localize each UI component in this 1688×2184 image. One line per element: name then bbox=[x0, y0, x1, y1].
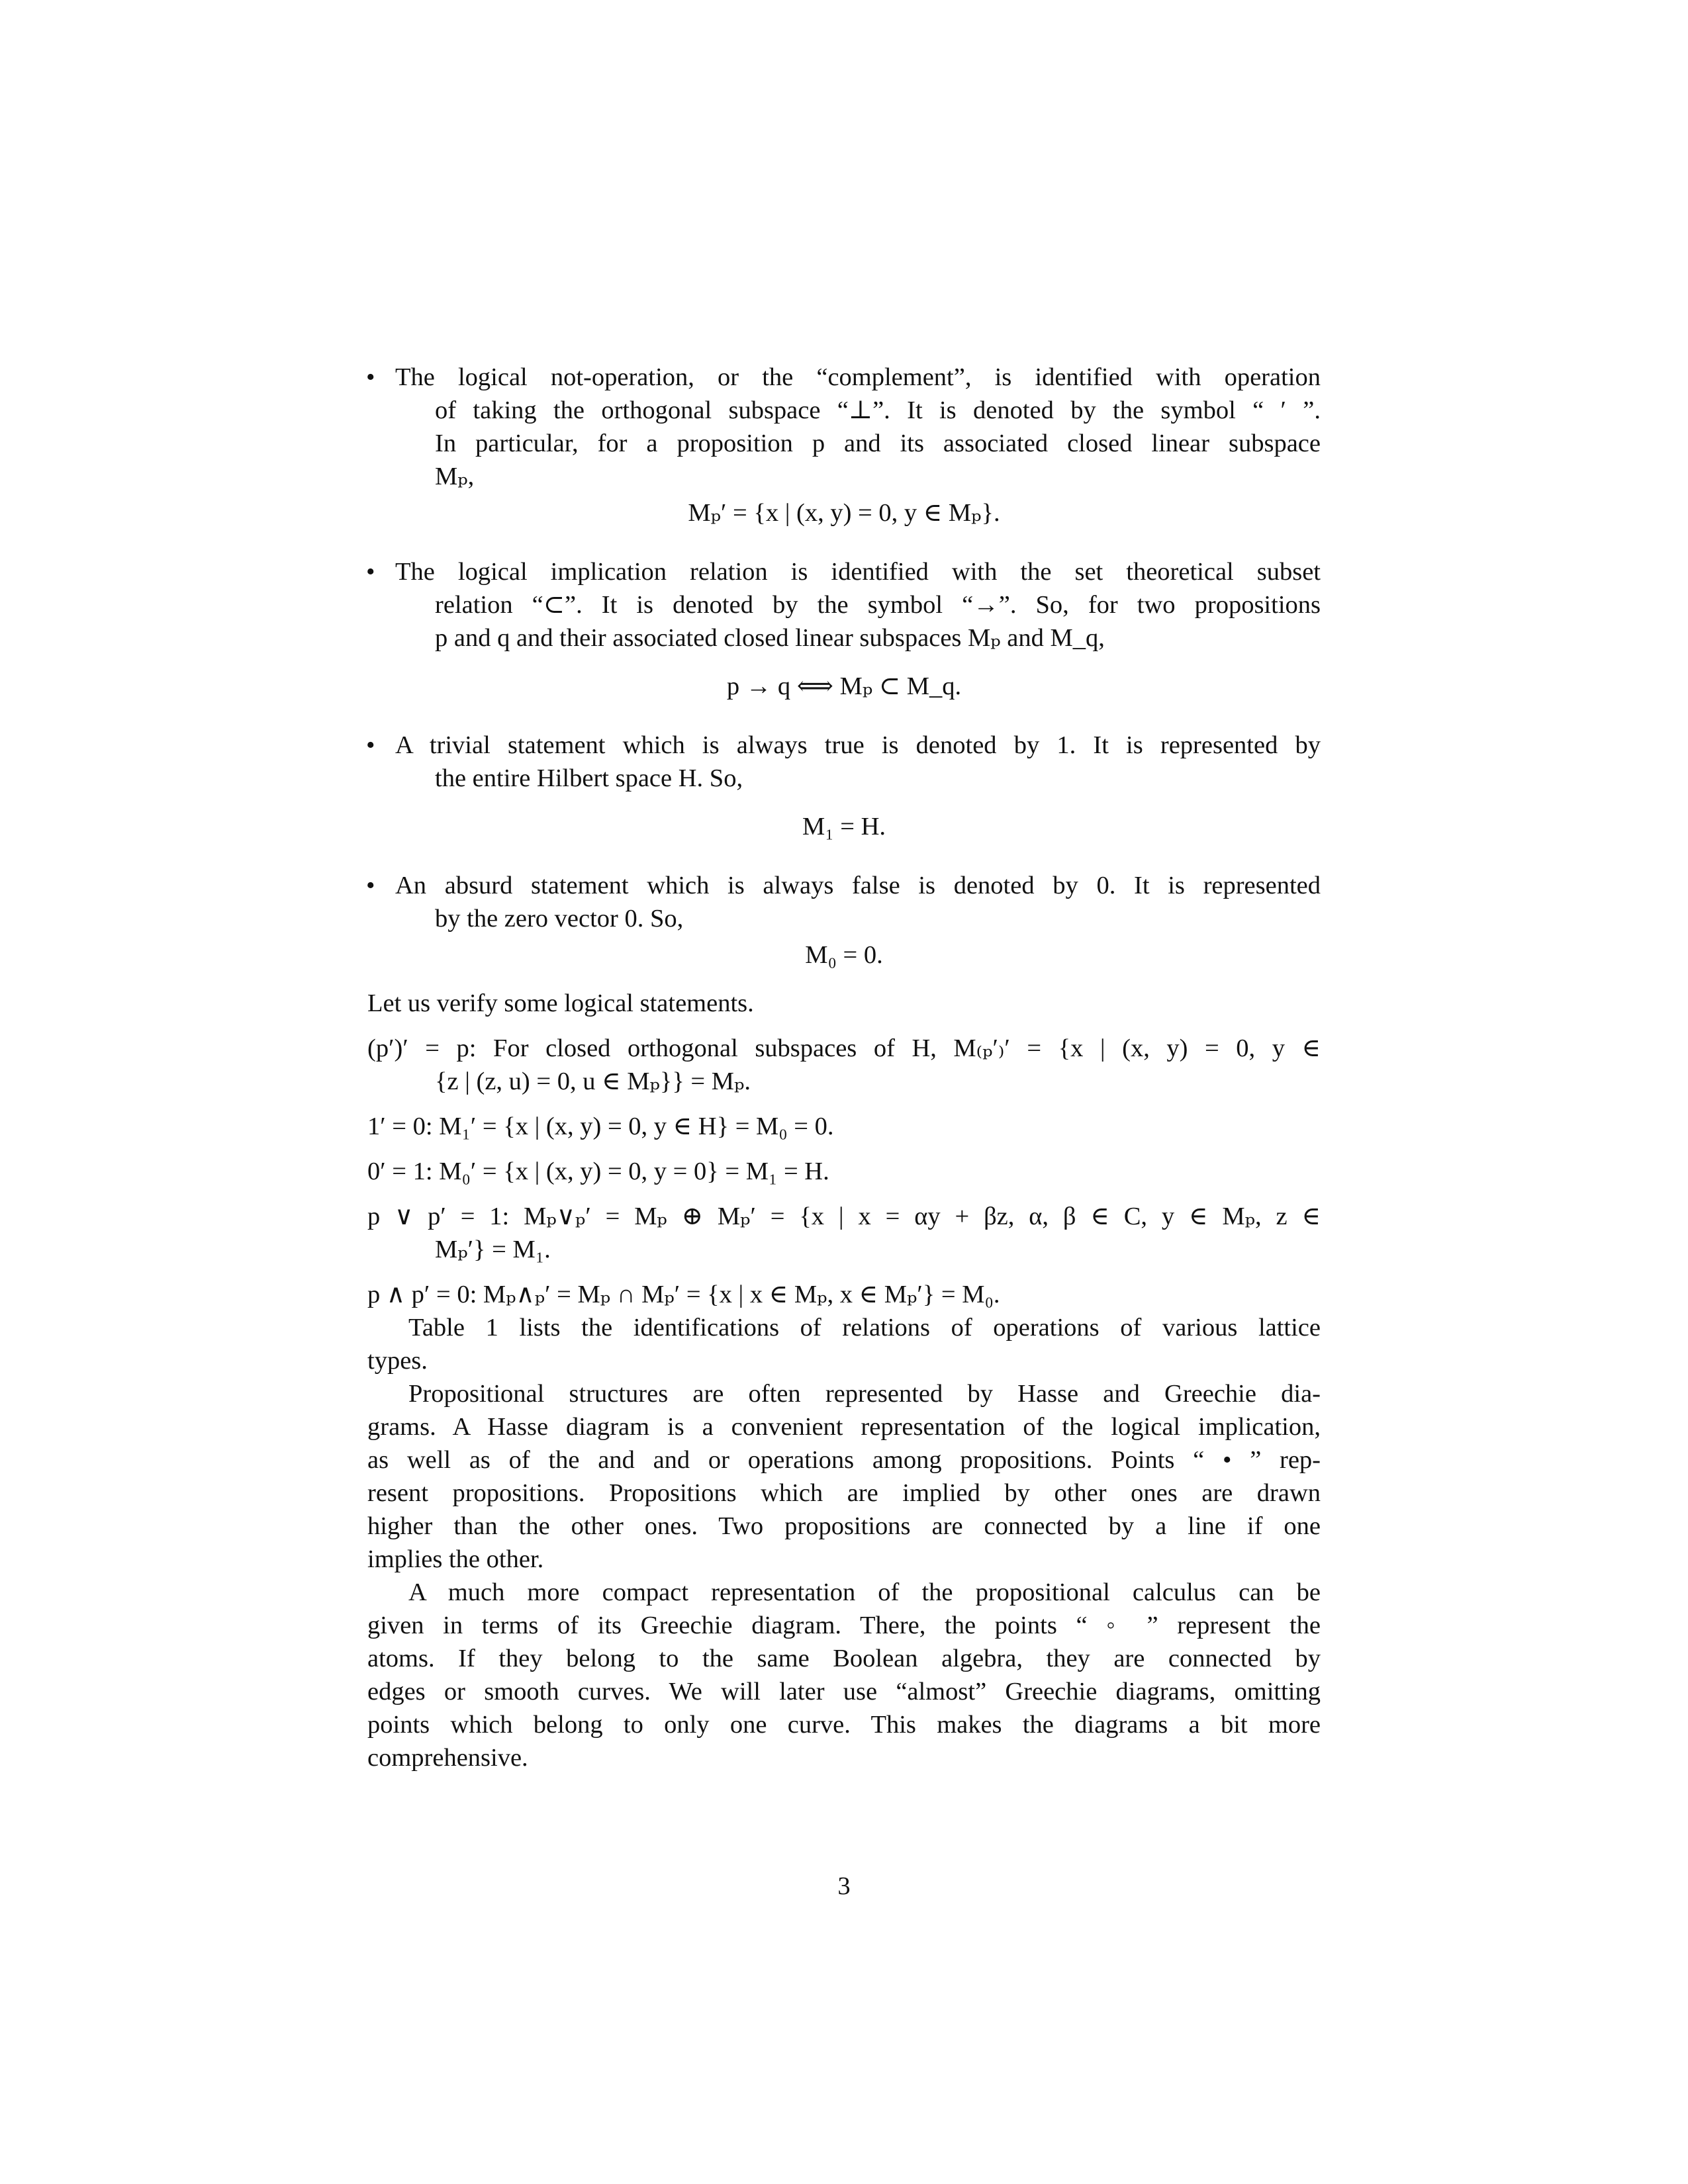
hasse-paragraph-line-4: resent propositions. Propositions which are implied by other ones are drawn bbox=[367, 1479, 1321, 1507]
true-statement-equation: M₁ = H. bbox=[802, 813, 886, 841]
bullet-symbol: • bbox=[366, 872, 375, 899]
verify-join-line-1: p ∨ p′ = 1: Mₚ∨ₚ′ = Mₚ ⊕ Mₚ′ = {x | x = αy + βz, α, β ∈ C, y ∈ Mₚ, z ∈ bbox=[367, 1203, 1321, 1230]
bullet-symbol: • bbox=[366, 558, 375, 586]
bullet-symbol: • bbox=[366, 363, 375, 391]
verify-double-complement-line-2: {z | (z, u) = 0, u ∈ Mₚ}} = Mₚ. bbox=[435, 1068, 751, 1095]
true-statement-line-2: the entire Hilbert space H. So, bbox=[435, 764, 743, 792]
implication-equation: p → q ⟺ Mₚ ⊂ M_q. bbox=[726, 672, 962, 700]
true-statement-line-1: • A trivial statement which is always true is denoted by 1. It is represented by bbox=[367, 729, 1321, 762]
greechie-paragraph-line-5: points which belong to only one curve. This makes the diagrams a bit more bbox=[367, 1711, 1321, 1739]
table-paragraph-line-1: Table 1 lists the identifications of relations of operations of various lattice bbox=[408, 1314, 1321, 1342]
page-number: 3 bbox=[837, 1872, 851, 1900]
greechie-paragraph-line-6: comprehensive. bbox=[367, 1744, 528, 1772]
not-operation-line-4: Mₚ, bbox=[435, 463, 475, 490]
implication-line-3: p and q and their associated closed linear subspaces Mₚ and M_q, bbox=[435, 624, 1105, 652]
page-body bbox=[367, 361, 1321, 1774]
verify-double-complement-line-1: (p′)′ = p: For closed orthogonal subspaces of H, M₍ₚ′₎′ = {x | (x, y) = 0, y ∈ bbox=[367, 1034, 1321, 1062]
hasse-paragraph-line-6: implies the other. bbox=[367, 1545, 544, 1573]
not-operation-line-1: • The logical not-operation, or the “complement”, is identified with operation bbox=[367, 361, 1321, 394]
implication-line-1: • The logical implication relation is identified with the set theoretical subset bbox=[367, 555, 1321, 588]
implication-line-2: relation “⊂”. It is denoted by the symbol “→”. So, for two propositions bbox=[435, 591, 1321, 619]
hasse-paragraph-line-5: higher than the other ones. Two propositions are connected by a line if one bbox=[367, 1512, 1321, 1540]
greechie-paragraph-line-2: given in terms of its Greechie diagram. There, the points “ ◦ ” represent the bbox=[367, 1612, 1321, 1639]
not-operation-line-3: In particular, for a proposition p and its associated closed linear subspace bbox=[435, 430, 1321, 457]
not-operation-equation: Mₚ′ = {x | (x, y) = 0, y ∈ Mₚ}. bbox=[688, 499, 1000, 527]
hasse-paragraph-line-2: grams. A Hasse diagram is a convenient representation of the logical implication, bbox=[367, 1413, 1321, 1441]
verify-one-complement: 1′ = 0: M₁′ = {x | (x, y) = 0, y ∈ H} = M₀ = 0. bbox=[367, 1113, 834, 1140]
verify-zero-complement: 0′ = 1: M₀′ = {x | (x, y) = 0, y = 0} = M₁ = H. bbox=[367, 1158, 829, 1185]
greechie-paragraph-line-4: edges or smooth curves. We will later use “almost” Greechie diagrams, omitting bbox=[367, 1678, 1321, 1706]
false-statement-line-1: • An absurd statement which is always false is denoted by 0. It is represented bbox=[367, 869, 1321, 902]
verify-meet: p ∧ p′ = 0: Mₚ∧ₚ′ = Mₚ ∩ Mₚ′ = {x | x ∈ Mₚ, x ∈ Mₚ′} = M₀. bbox=[367, 1281, 1000, 1308]
greechie-paragraph-line-1: A much more compact representation of the propositional calculus can be bbox=[408, 1578, 1321, 1606]
hasse-paragraph-line-1: Propositional structures are often represented by Hasse and Greechie dia- bbox=[408, 1380, 1321, 1408]
verify-intro: Let us verify some logical statements. bbox=[367, 989, 754, 1017]
false-statement-line-2: by the zero vector 0. So, bbox=[435, 905, 684, 933]
not-operation-line-2: of taking the orthogonal subspace “⊥”. It is denoted by the symbol “ ′ ”. bbox=[435, 396, 1321, 424]
verify-join-line-2: Mₚ′} = M₁. bbox=[435, 1236, 551, 1263]
bullet-symbol: • bbox=[366, 731, 375, 759]
table-paragraph-line-2: types. bbox=[367, 1347, 428, 1375]
greechie-paragraph-line-3: atoms. If they belong to the same Boolean algebra, they are connected by bbox=[367, 1645, 1321, 1672]
hasse-paragraph-line-3: as well as of the and and or operations among propositions. Points “ • ” rep- bbox=[367, 1446, 1321, 1474]
false-statement-equation: M₀ = 0. bbox=[805, 941, 883, 969]
